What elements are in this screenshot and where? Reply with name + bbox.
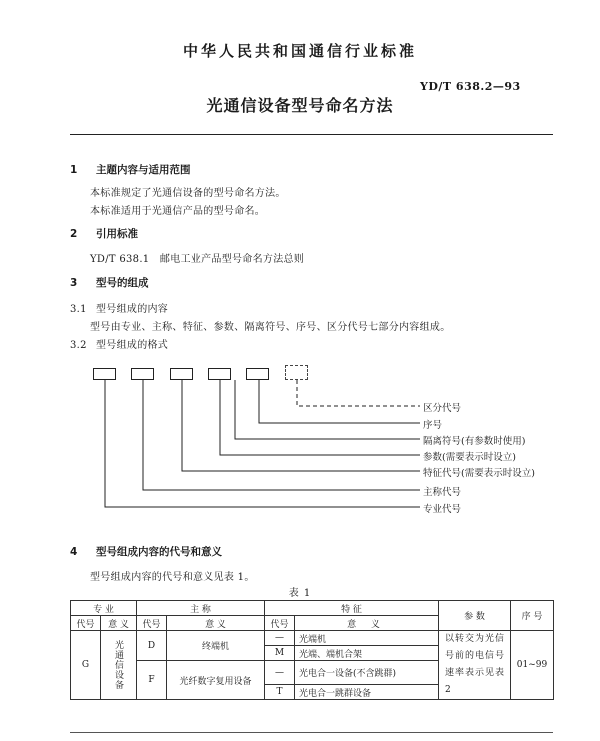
feature-code-cell: T [265,685,295,700]
title-divider [70,134,553,135]
distinction-code-box [285,365,308,380]
subsection-title: 型号组成的格式 [96,340,169,351]
label-distinction-code: 区分代号 [423,403,462,414]
major-code-cell: G [71,631,101,700]
main-meaning-cell: 终端机 [167,631,265,661]
header-parameter [439,601,511,631]
header-major [71,601,137,616]
section-title: 主题内容与适用范围 [96,164,191,176]
major-meaning-text: 光通信设备 [113,640,123,690]
header-text: 序 号 [521,612,543,622]
connector-feature [182,380,420,471]
main-meaning-cell: 光纤数字复用设备 [167,661,265,700]
reference-entry: YD/T 638.1 邮电工业产品型号命名方法总则 [90,254,305,265]
subsection-3-2-heading [70,336,168,351]
subsection-number: 3.1 [70,304,87,315]
connector-main [143,380,420,490]
sequence-cell: 01~99 [511,631,554,700]
feature-code-box [170,368,193,380]
subheader-meaning: 意 义 [295,616,439,631]
section-1-heading [70,162,191,177]
feature-code-cell: M [265,646,295,661]
feature-meaning-cell: 光电合一跳群设备 [295,685,439,700]
subheader-meaning: 意 义 [101,616,137,631]
section-number: 4 [70,546,78,558]
section-3-heading [70,275,149,290]
section-number: 2 [70,228,78,240]
code-meaning-table [70,600,554,700]
table-caption: 表 1 [288,588,312,599]
paragraph: 型号由专业、主称、特征、参数、隔离符号、序号、区分代号七部分内容组成。 [90,322,451,333]
header-text: 专 业 [93,604,114,615]
major-code-box [93,368,116,380]
table-header-row [71,601,554,616]
feature-meaning-cell: 光电合一设备(不含跳群) [295,661,439,685]
header-sequence [511,601,554,631]
feature-meaning-cell: 光端、端机合架 [295,646,439,661]
feature-code-cell: — [265,661,295,685]
section-4-heading [70,544,222,559]
separator-box [246,368,269,380]
label-separator: 隔离符号(有参数时使用) [423,436,526,447]
connector-distinction [297,380,420,406]
parameter-box [208,368,231,380]
paragraph: 本标准适用于光通信产品的型号命名。 [90,206,266,217]
subheader-code: 代号 [265,616,295,631]
section-title: 引用标准 [96,228,138,240]
section-number: 1 [70,164,78,176]
main-code-cell: F [137,661,167,700]
label-major-code: 专业代号 [423,504,462,515]
main-code-cell: D [137,631,167,661]
section-number: 3 [70,277,78,289]
header-feature [265,601,439,616]
header-text: 主 称 [190,604,211,615]
header-text: 特 征 [341,604,362,615]
table-row [71,631,554,646]
page-bottom-rule [70,732,553,733]
subheader-code: 代号 [71,616,101,631]
connector-sequence [259,380,420,423]
standard-number: YD/T 638.2—93 [420,80,521,93]
paragraph: 本标准规定了光通信设备的型号命名方法。 [90,188,286,199]
header-text: 参 数 [464,612,485,622]
feature-meaning-cell: 光端机 [295,631,439,646]
connector-major [105,380,420,507]
label-parameter: 参数(需要表示时设立) [423,452,516,463]
standard-category-heading: 中华人民共和国通信行业标准 [182,42,417,60]
subsection-title: 型号组成的内容 [96,304,169,315]
main-code-box [131,368,154,380]
label-feature-code: 特征代号(需要表示时设立) [423,468,535,479]
connector-parameter [220,380,420,455]
section-2-heading [70,226,138,241]
connector-separator [235,380,420,439]
subsection-number: 3.2 [70,340,87,351]
paragraph: 型号组成内容的代号和意义见表 1。 [90,572,255,583]
header-main [137,601,265,616]
section-title: 型号的组成 [96,277,149,289]
subheader-code: 代号 [137,616,167,631]
major-meaning-cell [101,631,137,700]
feature-code-cell: — [265,631,295,646]
section-title: 型号组成内容的代号和意义 [96,546,222,558]
subheader-meaning: 意 义 [167,616,265,631]
document-title: 光通信设备型号命名方法 [206,96,394,115]
label-main-code: 主称代号 [423,487,462,498]
parameter-cell: 以转交为光信号前的电信号速率表示见表 2 [439,631,511,700]
subsection-3-1-heading [70,300,168,315]
label-sequence: 序号 [423,420,443,431]
